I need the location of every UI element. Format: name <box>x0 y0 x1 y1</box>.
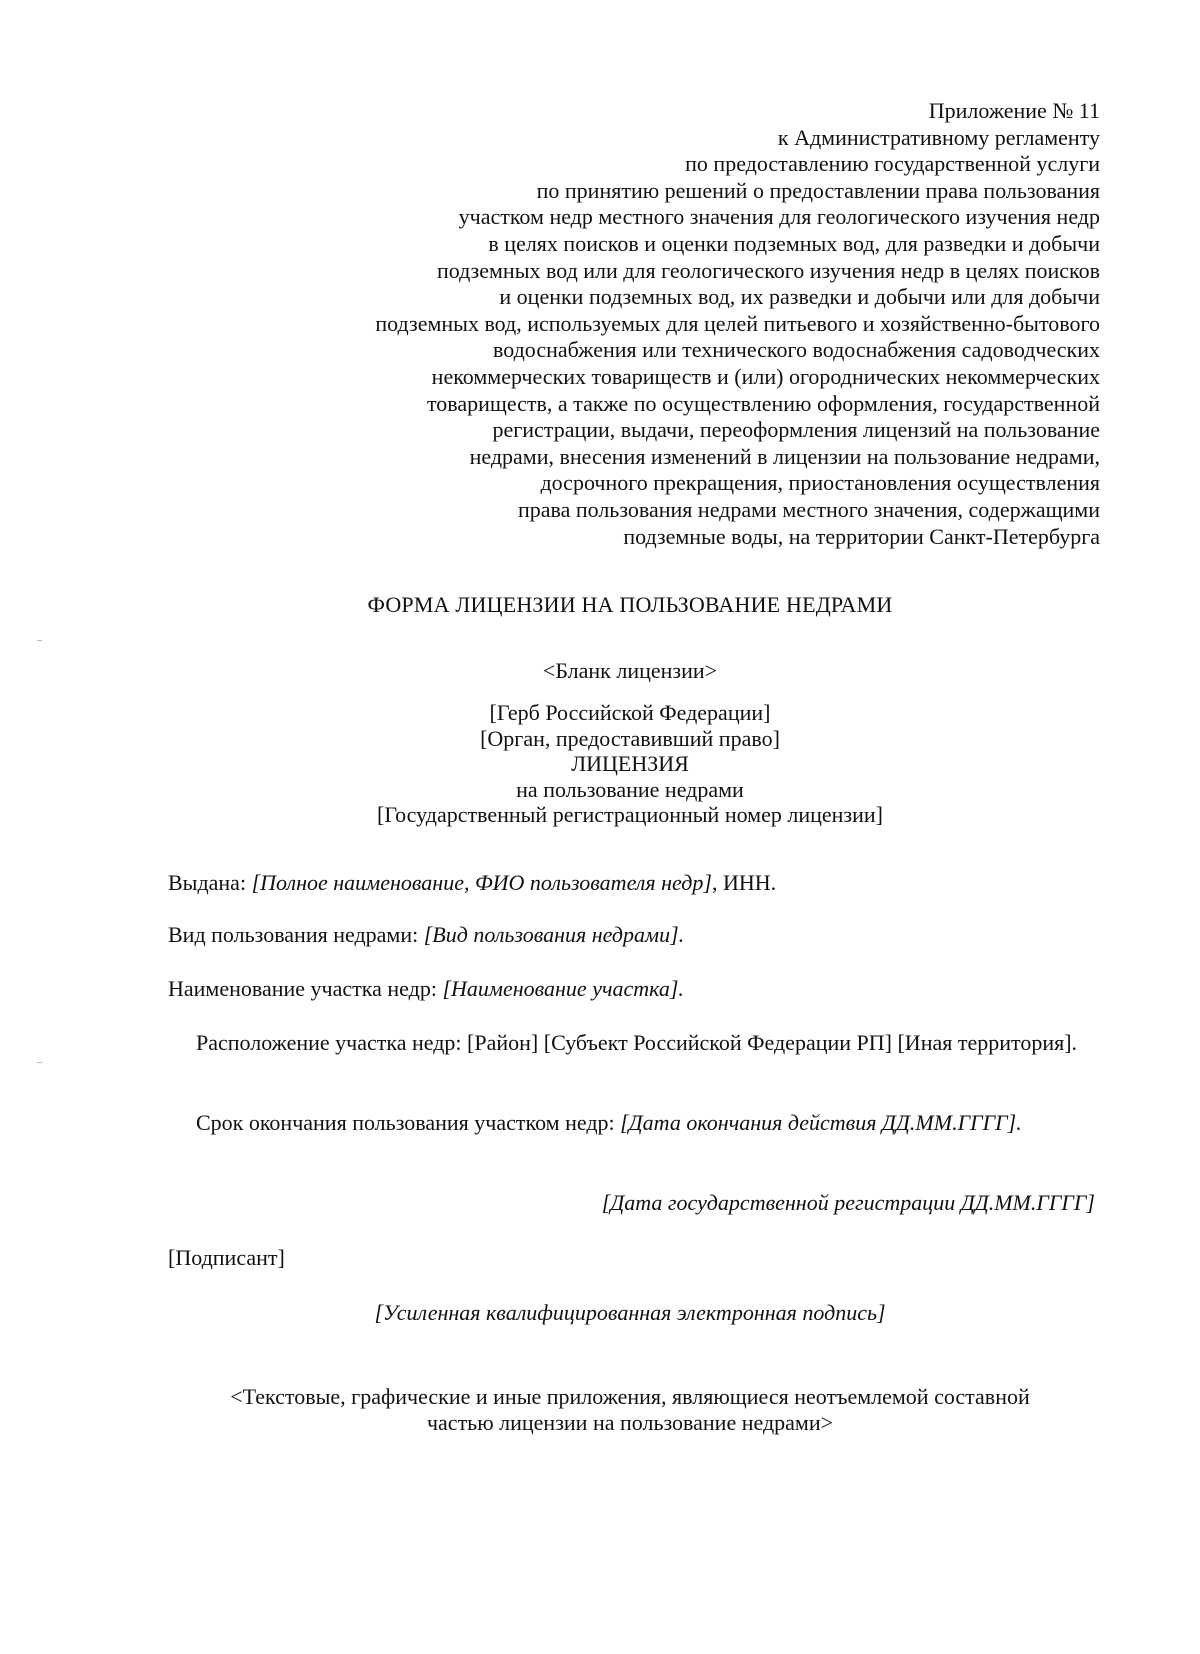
license-title: ЛИЦЕНЗИЯ <box>571 751 689 777</box>
appendix-header-line: в целях поисков и оценки подземных вод, для разведки и добычи <box>488 230 1100 256</box>
reg-number-placeholder: [Государственный регистрационный номер лицензии] <box>377 802 883 828</box>
appendix-header <box>280 98 1100 550</box>
appendix-header-line: и оценки подземных вод, их разведки и добычи или для добычи <box>499 284 1100 310</box>
attachments-note-line: частью лицензии на пользование недрами> <box>426 1410 834 1435</box>
appendix-header-line: досрочного прекращения, приостановления осуществления <box>540 470 1100 496</box>
appendix-header-line: товариществ, а также по осуществлению оформления, государственной <box>426 390 1100 416</box>
site-name-label: Наименование участка недр: <box>168 976 443 1001</box>
issued-suffix: , ИНН. <box>711 870 777 895</box>
electronic-signature-placeholder: [Усиленная квалифицированная электронная подпись] <box>374 1300 886 1325</box>
appendix-header-line: регистрации, выдачи, переоформления лицензий на пользование <box>492 417 1100 443</box>
appendix-header-line: Приложение № 11 <box>928 98 1100 123</box>
blank-label: <Бланк лицензии> <box>542 658 718 683</box>
appendix-header-line: подземных вод, используемых для целей питьевого и хозяйственно-бытового <box>375 310 1100 336</box>
appendix-header-line: подземные воды, на территории Санкт-Петербурга <box>623 523 1100 549</box>
scan-margin-mark <box>37 1062 42 1063</box>
appendix-header-line: к Административному регламенту <box>777 124 1100 150</box>
use-type-label: Вид пользования недрами: <box>168 922 424 947</box>
appendix-header-line: некоммерческих товариществ и (или) огороднических некоммерческих <box>431 363 1100 389</box>
site-name-field <box>168 976 1093 1002</box>
appendix-header-line: водоснабжения или технического водоснабжения садоводческих <box>492 337 1100 363</box>
issued-to-field <box>168 870 1093 896</box>
appendix-header-line: участком недр местного значения для геологического изучения недр <box>458 204 1100 230</box>
appendix-header-line: права пользования недрами местного значения, содержащими <box>517 496 1100 522</box>
issuing-body-placeholder: [Орган, предоставивший право] <box>480 725 780 751</box>
license-header-block <box>0 700 1200 828</box>
attachments-note <box>0 1384 1200 1436</box>
appendix-header-line: по предоставлению государственной услуги <box>685 151 1100 177</box>
appendix-header-line: по принятию решений о предоставлении права пользования <box>536 177 1100 203</box>
issued-label: Выдана: <box>168 870 252 895</box>
coat-of-arms-placeholder: [Герб Российской Федерации] <box>489 700 771 725</box>
term-value: [Дата окончания действия ДД.ММ.ГГГГ]. <box>620 1110 1022 1135</box>
license-subtitle: на пользование недрами <box>516 776 744 802</box>
use-type-value: [Вид пользования недрами]. <box>423 922 685 947</box>
appendix-header-line: недрами, внесения изменений в лицензии на пользование недрами, <box>469 443 1100 469</box>
use-type-field <box>168 922 1093 948</box>
term-label: Срок окончания пользования участком недр: <box>196 1110 621 1135</box>
appendix-header-line: подземных вод или для геологического изучения недр в целях поисков <box>436 257 1100 283</box>
issued-value: [Полное наименование, ФИО пользователя недр] <box>251 870 712 895</box>
site-location-field: Расположение участка недр: [Район] [Субъект Российской Федерации РП] [Иная территория]. <box>196 1030 1078 1055</box>
signer-placeholder: [Подписант] <box>168 1245 285 1270</box>
attachments-note-line: <Текстовые, графические и иные приложения, являющиеся неотъемлемой составной <box>230 1384 1030 1409</box>
form-title: ФОРМА ЛИЦЕНЗИИ НА ПОЛЬЗОВАНИЕ НЕДРАМИ <box>367 592 893 617</box>
registration-date: [Дата государственной регистрации ДД.ММ.ГГГГ] <box>601 1190 1095 1215</box>
site-name-value: [Наименование участка]. <box>442 976 684 1001</box>
scan-margin-mark <box>37 640 42 641</box>
term-field <box>140 1110 1093 1136</box>
